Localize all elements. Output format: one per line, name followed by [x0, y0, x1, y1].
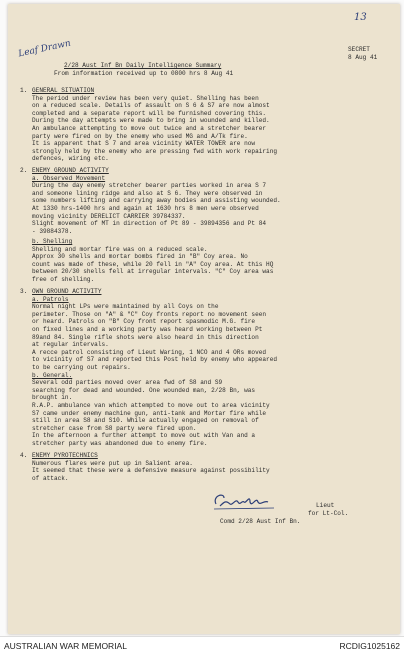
text-line: to be carrying out repairs. — [32, 363, 131, 371]
section-3-heading: OWN GROUND ACTIVITY — [32, 288, 102, 295]
archive-footer — [0, 636, 404, 655]
text-line: and someone lining ridge and also at S 6. They were observed in — [32, 189, 263, 197]
section-2-number: 2. — [20, 167, 28, 174]
section-3 — [32, 288, 352, 447]
section-2b — [32, 238, 352, 284]
section-3a-label: a. Patrols — [32, 295, 69, 303]
section-1-number: 1. — [20, 87, 28, 94]
text-line: A recce patrol consisting of Lieut Waring, 1 NCO and 4 ORs moved — [32, 348, 267, 356]
text-line: perimeter. Those on "A" & "C" Coy fronts report no movement seen — [32, 310, 267, 318]
text-line: Normal night LPs were maintained by all Coys on the — [32, 303, 219, 311]
archive-name: AUSTRALIAN WAR MEMORIAL — [4, 641, 127, 651]
text-line: on a reduced scale. Details of assault on S 6 & S7 are now almost — [32, 102, 270, 110]
text-line: Shelling and mortar fire was on a reduced scale. — [32, 245, 208, 253]
text-line: brought in. — [32, 394, 73, 402]
document-page — [8, 4, 400, 634]
text-line: The period under review has been very quiet. Shelling has been — [32, 94, 259, 102]
classification: SECRET — [348, 46, 370, 53]
text-line: or heard. Patrols on "B" Coy front report spasmodic M.G. fire — [32, 318, 256, 326]
document-subtitle: From information received up to 0800 hrs 8 Aug 41 — [54, 70, 234, 77]
text-line: on fixed lines and a working party was heard working between Pt — [32, 325, 263, 333]
text-line: Slight movement of MT in direction of Pt 89 - 39894356 and Pt 84 — [32, 220, 267, 228]
text-line: S7 came under enemy machine gun, anti-tank and Mortar fire while — [32, 409, 267, 417]
handwritten-note: Leaf Drawn — [17, 38, 72, 60]
text-line: During the day enemy stretcher bearer parties worked in area S 7 — [32, 182, 267, 190]
text-line: An ambulance attempting to move out twice and a stretcher bearer — [32, 124, 267, 132]
signature-command: Comd 2/28 Aust Inf Bn. — [220, 518, 301, 525]
document-title: 2/28 Aust Inf Bn Daily Intelligence Summary — [64, 62, 222, 69]
section-3-number: 3. — [20, 288, 28, 295]
section-2a-label: a. Observed Movement — [32, 174, 106, 182]
signature-rank: Lieut — [316, 502, 335, 509]
text-line: During the day attempts were made to bring in wounded and killed. — [32, 117, 270, 125]
section-1-heading: GENERAL SITUATION — [32, 87, 95, 94]
section-2b-label: b. Shelling — [32, 238, 73, 245]
text-line: between 20/30 shells fell at irregular intervals. "C" Coy area was — [32, 268, 274, 276]
text-line: at regular intervals. — [32, 341, 109, 349]
section-4-number: 4. — [20, 452, 28, 459]
signature-for: for Lt-Col. — [308, 510, 349, 517]
text-line: still in area S8 and S10. While actually engaged on removal of — [32, 417, 259, 425]
text-line: of attack. — [32, 474, 69, 482]
text-line: searching for dead and wounded. One wounded man, 2/28 Bn, was — [32, 386, 256, 394]
archive-id: RCDIG1025162 — [339, 641, 400, 651]
text-line: strongly held by the enemy who are pressing fwd with work repairing — [32, 147, 278, 155]
text-line: stretcher party was abandoned due to enemy fire. — [32, 439, 208, 447]
section-1 — [32, 87, 352, 163]
text-line: moving vicinity DERELICT CARRIER 39784337. — [32, 212, 186, 220]
text-line: count was made of these, while 20 fell in "A" Coy area. At this HQ — [32, 260, 274, 268]
text-line: - 39884378. — [32, 227, 73, 235]
text-line: R.A.P. ambulance van which attempted to move out to area vicinity — [32, 401, 270, 409]
section-3b-label: b. General. — [32, 371, 73, 379]
text-line: At 1330 hrs-1400 hrs and again at 1630 hrs 8 men were observed — [32, 204, 259, 212]
section-4 — [32, 452, 352, 482]
text-line: Several odd parties moved over area fwd of S8 and S9 — [32, 379, 223, 387]
text-line: some numbers lifting and carrying away bodies and assisting wounded. — [32, 197, 281, 205]
text-line: It seemed that these were a defensive measure against possibility — [32, 467, 270, 475]
text-line: It is apparent that S 7 and area vicinity WATER TOWER are now — [32, 140, 256, 148]
header-date: 8 Aug 41 — [348, 54, 378, 61]
text-line: free of shelling. — [32, 275, 95, 283]
page-number-handwritten: 13 — [354, 12, 367, 23]
section-2-heading: ENEMY GROUND ACTIVITY — [32, 167, 109, 174]
section-2 — [32, 167, 352, 235]
text-line: Approx 30 shells and mortar bombs fired in "B" Coy area. No — [32, 253, 248, 261]
text-line: defences, wiring etc. — [32, 155, 109, 163]
text-line: Numerous flares were put up in Salient area. — [32, 459, 193, 467]
text-line: In the afternoon a further attempt to move out with Van and a — [32, 432, 256, 440]
text-line: 89and 84. Single rifle shots were also heard in this direction — [32, 333, 259, 341]
section-4-heading: ENEMY PYROTECHNICS — [32, 452, 98, 459]
handwritten-signature — [210, 490, 284, 512]
text-line: party were fired on by the enemy who used MG and A/Tk fire. — [32, 132, 248, 140]
text-line: to vicinity of S7 and reported this Post held by enemy who appeared — [32, 356, 278, 364]
text-line: stretcher case from S8 party were fired upon. — [32, 424, 197, 432]
text-line: completed and a separate report will be furnished covering this. — [32, 109, 267, 117]
